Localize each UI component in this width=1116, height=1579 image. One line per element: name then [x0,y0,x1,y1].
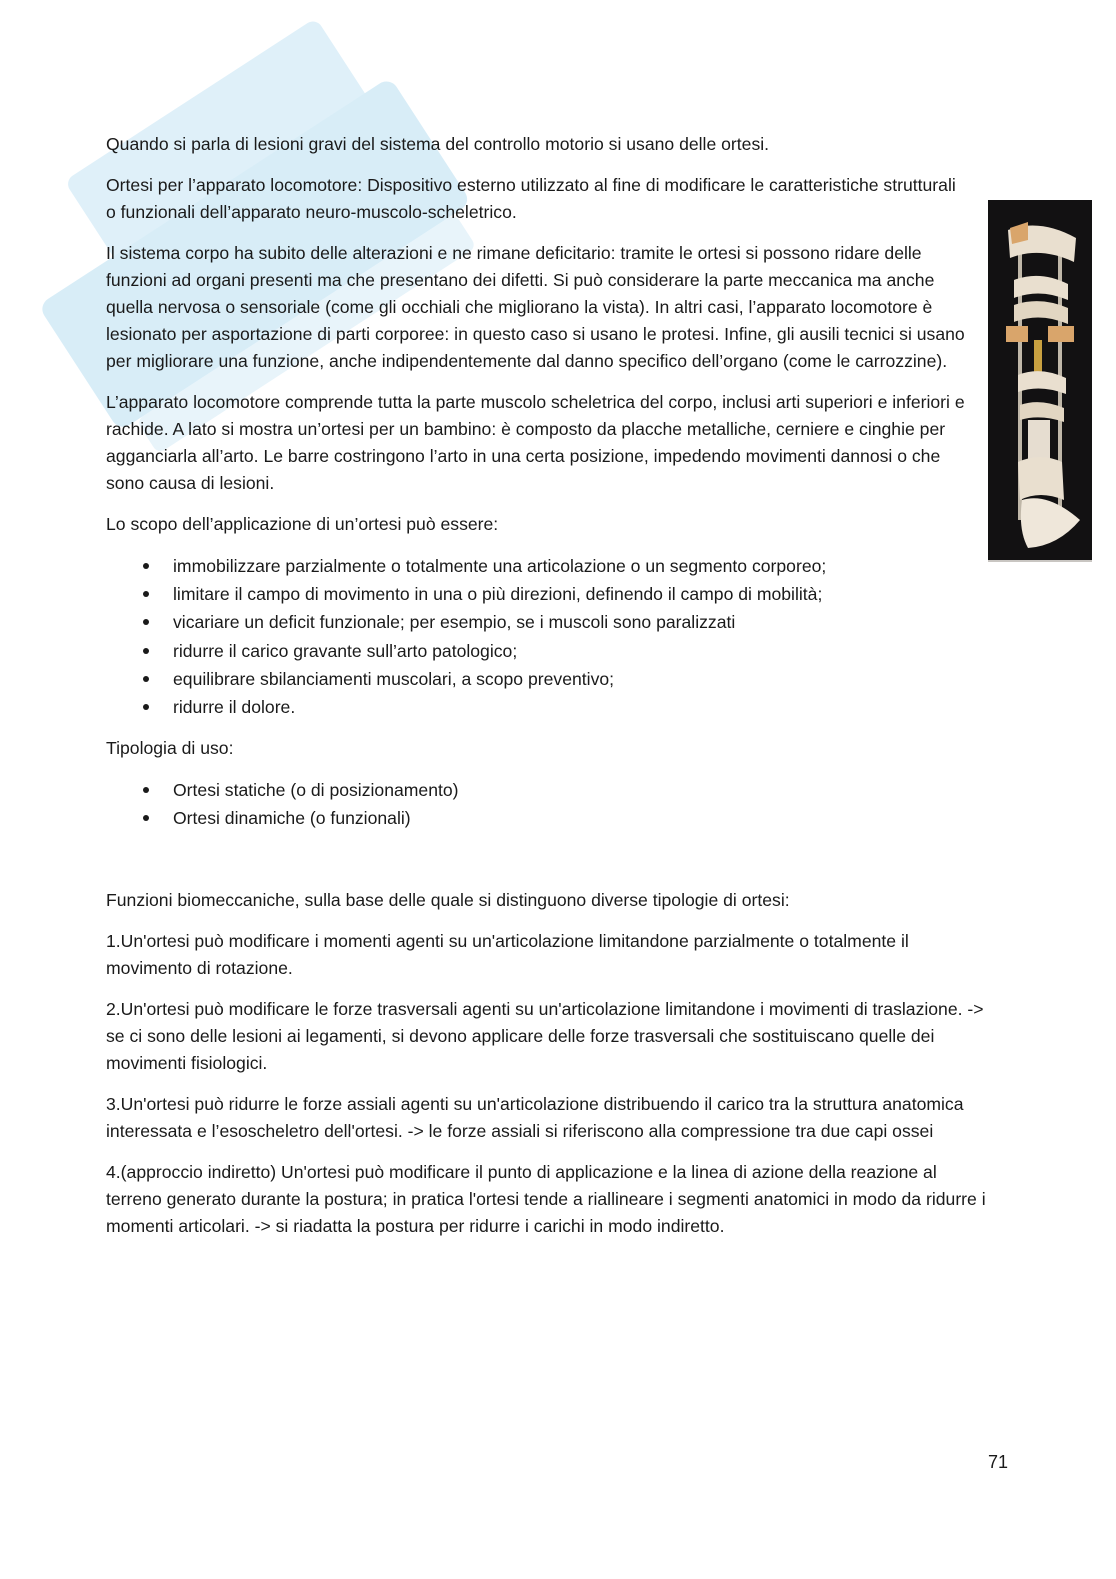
paragraph-system: Il sistema corpo ha subito delle alterazioni e ne rimane deficitario: tramite le ortesi si possono ridare delle funzioni ad organi presenti ma che presentano dei difetti. Si può considerare la parte meccanica ma anche quella nervosa o sensoriale (come gli occhiali che migliorano la vista). In altri casi, l’apparato locomotore è lesionato per asportazione di parti corporee: in questo caso si usano le protesi. Infine, gli ausili tecnici si usano per migliorare una funzione, anche indipendentemente dal danno specifico dell’organo (come le carrozzine). [106,243,965,371]
list-item: Ortesi statiche (o di posizionamento) [106,776,986,804]
paragraph-definition: Ortesi per l’apparato locomotore: Dispositivo esterno utilizzato al fine di modificare le caratteristiche strutturali o funzionali dell’apparato neuro-muscolo-scheletrico. [106,175,956,222]
paragraph-apparatus: L’apparato locomotore comprende tutta la parte muscolo scheletrica del corpo, inclusi arti superiori e inferiori e rachide. A lato si mostra un’ortesi per un bambino: è composto da placche metalliche, cerniere e cinghie per agganciarla all’arto. Le barre costringono l’arto in una certa posizione, impedendo movimenti dannosi o che sono causa di lesioni. [106,392,965,493]
spacer [106,847,986,887]
list-item: Ortesi dinamiche (o funzionali) [106,804,986,832]
usage-list [106,776,986,832]
document-body [106,131,986,1254]
list-item: ridurre il carico gravante sull’arto patologico; [106,637,986,665]
orthosis-photo [988,200,1092,562]
list-item: vicariare un deficit funzionale; per esempio, se i muscoli sono paralizzati [106,608,986,636]
list-item: limitare il campo di movimento in una o più direzioni, definendo il campo di mobilità; [106,580,986,608]
paragraph-scope-intro: Lo scopo dell’applicazione di un’ortesi può essere: [106,514,499,534]
orthosis-illustration [988,200,1092,560]
list-item: ridurre il dolore. [106,693,986,721]
list-item: immobilizzare parzialmente o totalmente una articolazione o un segmento corporeo; [106,552,986,580]
paragraph-intro: Quando si parla di lesioni gravi del sistema del controllo motorio si usano delle ortesi. [106,134,770,154]
paragraph-function-3: 3.Un'ortesi può ridurre le forze assiali agenti su un'articolazione distribuendo il carico tra la struttura anatomica interessata e l’esoscheletro dell'ortesi. -> le forze assiali si riferiscono alla compressione tra due capi ossei [106,1093,964,1141]
paragraph-usage-intro: Tipologia di uso: [106,738,234,759]
scope-list [106,552,986,721]
paragraph-function-1: 1.Un'ortesi può modificare i momenti agenti su un'articolazione limitandone parzialmente o totalmente il movimento di rotazione. [106,930,909,978]
paragraph-function-2: 2.Un'ortesi può modificare le forze trasversali agenti su un'articolazione limitandone i movimenti di traslazione. -> se ci sono delle lesioni ai legamenti, si devono applicare delle forze trasversali che sostituiscano quelle dei movimenti fisiologici. [106,998,984,1073]
paragraph-functions-intro: Funzioni biomeccaniche, sulla base delle quale si distinguono diverse tipologie di ortesi: [106,889,790,910]
list-item: equilibrare sbilanciamenti muscolari, a scopo preventivo; [106,665,986,693]
page-number: 71 [987,1452,1008,1472]
paragraph-function-4: 4.(approccio indiretto) Un'ortesi può modificare il punto di applicazione e la linea di azione della reazione al terreno generato durante la postura; in pratica l'ortesi tende a riallineare i segmenti anatomici in modo da ridurre i momenti articolari. -> si riadatta la postura per ridurre i carichi in modo indiretto. [106,1161,986,1236]
